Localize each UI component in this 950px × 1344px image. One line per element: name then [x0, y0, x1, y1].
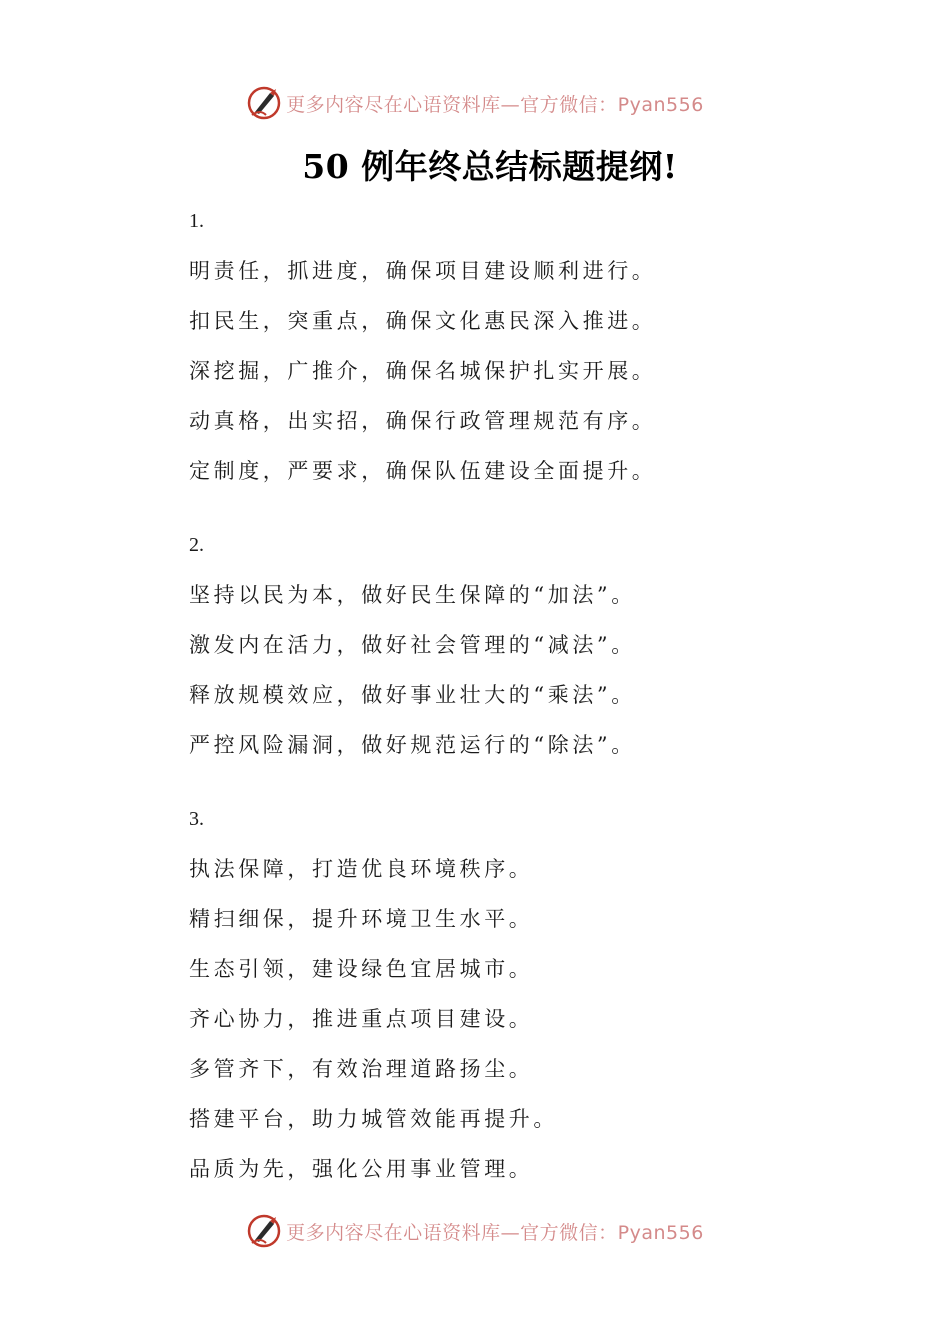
- outline-line: 扣民生，突重点，确保文化惠民深入推进。: [189, 309, 657, 333]
- banner-text: 更多内容尽在心语资料库—官方微信：Pyan556: [286, 1221, 704, 1244]
- section-3: [189, 794, 909, 1194]
- banner-text: 更多内容尽在心语资料库—官方微信：Pyan556: [286, 93, 704, 116]
- section-number: 1.: [189, 210, 204, 232]
- outline-line: 明责任，抓进度，确保项目建设顺利进行。: [189, 259, 657, 283]
- outline-line: 执法保障，打造优良环境秩序。: [189, 857, 534, 881]
- outline-line: 多管齐下，有效治理道路扬尘。: [189, 1057, 534, 1081]
- quill-pen-logo-icon: [246, 1213, 282, 1249]
- footer-watermark-banner: [0, 1207, 950, 1255]
- outline-line: 品质为先，强化公用事业管理。: [189, 1157, 534, 1181]
- wechat-id: Pyan556: [617, 1221, 704, 1244]
- outline-line: 深挖掘，广推介，确保名城保护扎实开展。: [189, 359, 657, 383]
- header-watermark-banner: [0, 79, 950, 127]
- outline-line: 搭建平台，助力城管效能再提升。: [189, 1107, 558, 1131]
- outline-line: 精扫细保，提升环境卫生水平。: [189, 907, 534, 931]
- outline-line: 定制度，严要求，确保队伍建设全面提升。: [189, 459, 657, 483]
- section-1: [189, 196, 909, 496]
- section-2: [189, 520, 909, 770]
- section-number: 2.: [189, 534, 204, 556]
- wechat-id: Pyan556: [617, 93, 704, 116]
- section-number: 3.: [189, 808, 204, 830]
- outline-line: 齐心协力，推进重点项目建设。: [189, 1007, 534, 1031]
- document-title: 50 例年终总结标题提纲!: [302, 147, 678, 186]
- quill-pen-logo-icon: [246, 85, 282, 121]
- outline-line: 激发内在活力，做好社会管理的“减法”。: [189, 633, 636, 657]
- outline-line: 坚持以民为本，做好民生保障的“加法”。: [189, 583, 636, 607]
- document-body: [189, 196, 909, 1218]
- outline-line: 生态引领，建设绿色宜居城市。: [189, 957, 534, 981]
- outline-line: 释放规模效应，做好事业壮大的“乘法”。: [189, 683, 636, 707]
- outline-line: 严控风险漏洞，做好规范运行的“除法”。: [189, 733, 636, 757]
- outline-line: 动真格，出实招，确保行政管理规范有序。: [189, 409, 657, 433]
